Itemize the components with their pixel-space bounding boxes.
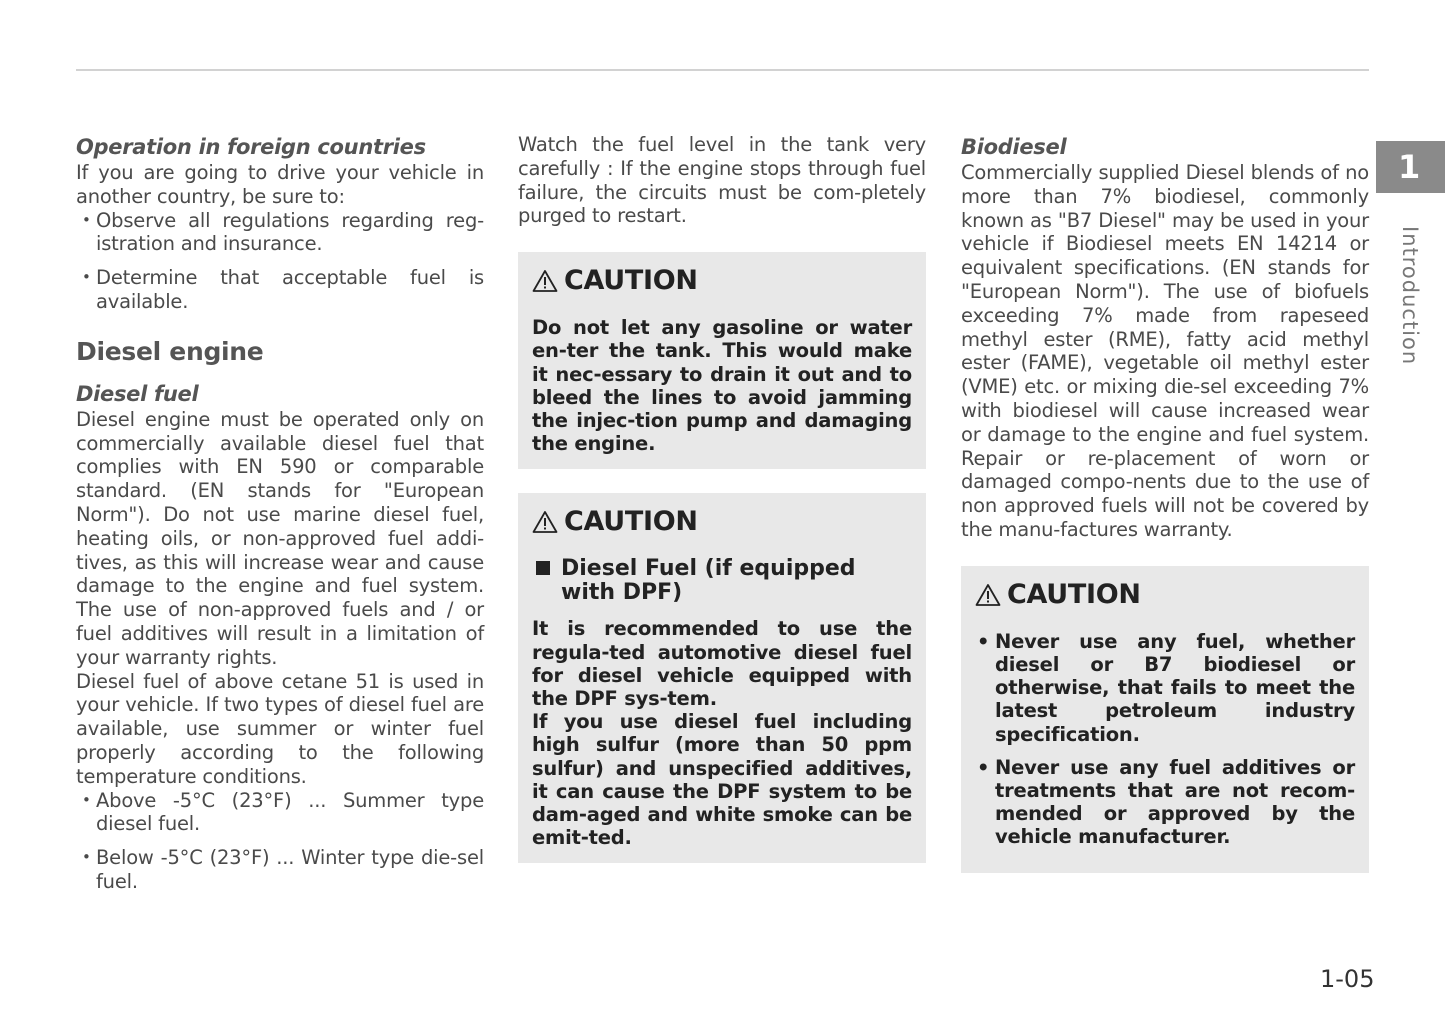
- subsection-title-diesel-fuel: Diesel fuel: [76, 381, 199, 406]
- cetane-paragraph: Diesel fuel of above cetane 51 is used in your vehicle. If two types of diesel fuel are available, use summer or winter fuel properly according to the following temperature conditions.: [76, 669, 484, 788]
- foreign-countries-intro: If you are going to drive your vehicle in another country, be sure to:: [76, 161, 484, 208]
- left-column: [76, 133, 484, 904]
- middle-column: [518, 133, 926, 863]
- caution-label: CAUTION: [1007, 578, 1141, 610]
- list-item: • Below -5°C (23°F) ... Winter type die-sel fuel.: [76, 846, 484, 894]
- chapter-tab: 1: [1376, 141, 1445, 193]
- caution-heading: [532, 505, 912, 539]
- caution-text: It is recommended to use the regula-ted automotive diesel fuel for diesel vehicle equipped with the DPF sys-tem.: [532, 617, 912, 711]
- foreign-countries-list: [76, 209, 484, 314]
- caution-box-biodiesel: [961, 566, 1369, 873]
- list-item: • Observe all regulations regarding reg-istration and insurance.: [76, 209, 484, 257]
- warning-triangle-icon: [532, 510, 558, 534]
- diesel-fuel-paragraph: Diesel engine must be operated only on commercially available diesel fuel that complies with EN 590 or comparable standard. (EN stands for "European Norm"). Do not use marine diesel fuel, heating oils, or non-approved fuel addi-tives, as this will increase wear and cause damage to the engine and fuel system. The use of non-approved fuels and / or fuel additives will result in a limitation of your warranty rights.: [76, 407, 484, 669]
- page-number: 1-05: [1320, 965, 1375, 993]
- caution-list: [975, 630, 1355, 849]
- list-item: • Never use any fuel additives or treatments that are not recom-mended or approved by the vehicle manufacturer.: [975, 756, 1355, 849]
- right-column: [961, 133, 1369, 873]
- list-item: • Determine that acceptable fuel is available.: [76, 266, 484, 314]
- biodiesel-paragraph: Commercially supplied Diesel blends of no more than 7% biodiesel, commonly known as "B7 Diesel" may be used in your vehicle if Biodiesel meets EN 14214 or equivalent specifications. (EN stands for "European Norm"). The use of biofuels exceeding 7% made from rapeseed methyl ester (RME), fatty acid methyl ester (FAME), vegetable oil methyl ester (VME) etc. or mixing die-sel exceeding 7% with biodiesel will cause increased wear or damage to the engine and fuel system. Repair or re-placement of worn or damaged compo-nents due to the use of non approved fuels will not be covered by the manu-factures warranty.: [961, 161, 1369, 541]
- caution-box-water: [518, 252, 926, 469]
- caution-text: If you use diesel fuel including high sulfur (more than 50 ppm sulfur) and unspecified additives, it can cause the DPF system to be dam-aged and white smoke can be emit-ted.: [532, 710, 912, 850]
- caution-label: CAUTION: [564, 506, 698, 538]
- section-title-biodiesel: Biodiesel: [961, 135, 1067, 159]
- temperature-list: [76, 789, 484, 894]
- header-rule: [76, 69, 1369, 71]
- warning-triangle-icon: [975, 583, 1001, 607]
- warning-triangle-icon: [532, 269, 558, 293]
- caution-text: Do not let any gasoline or water en-ter the tank. This would make it nec-essary to drain it out and to bleed the lines to avoid jamming the injec-tion pump and damaging the engine.: [532, 316, 912, 456]
- list-item: • Never use any fuel, whether diesel or B7 biodiesel or otherwise, that fails to meet the latest petroleum industry specification.: [975, 630, 1355, 746]
- list-item: • Above -5°C (23°F) ... Summer type diesel fuel.: [76, 789, 484, 837]
- caution-heading: [532, 264, 912, 298]
- caution-heading: [975, 578, 1355, 612]
- caution-box-dpf: [518, 493, 926, 863]
- section-title-diesel-engine: Diesel engine: [76, 336, 264, 366]
- chapter-label: Introduction: [1398, 226, 1422, 366]
- caution-label: CAUTION: [564, 265, 698, 297]
- fuel-level-paragraph: Watch the fuel level in the tank very carefully : If the engine stops through fuel failure, the circuits must be com-pletely purged to restart.: [518, 133, 926, 228]
- section-title-foreign-countries: Operation in foreign countries: [76, 135, 426, 159]
- caution-subheading: [532, 557, 912, 605]
- caution-subtitle: Diesel Fuel (if equipped with DPF): [561, 556, 856, 606]
- square-bullet-icon: [536, 561, 550, 575]
